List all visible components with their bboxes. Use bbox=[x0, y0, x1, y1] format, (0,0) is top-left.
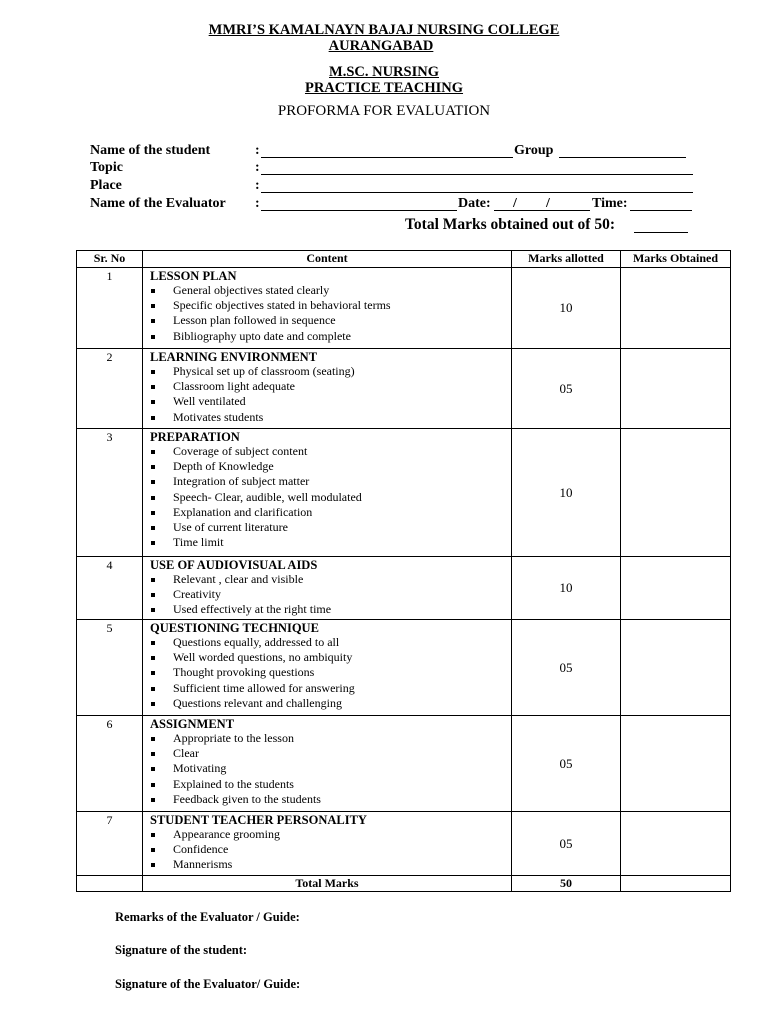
list-item: Use of current literature bbox=[150, 520, 511, 535]
topic-colon: : bbox=[255, 160, 260, 175]
content-cell bbox=[143, 557, 512, 620]
table-header-row bbox=[77, 251, 731, 268]
list-item: General objectives stated clearly bbox=[150, 283, 511, 298]
list-item: Well ventilated bbox=[150, 394, 511, 409]
marks-obtained-cell[interactable] bbox=[621, 268, 731, 349]
list-item: Physical set up of classroom (seating) bbox=[150, 364, 511, 379]
table-row bbox=[77, 557, 731, 620]
table-row bbox=[77, 716, 731, 812]
marks-allotted-cell: 05 bbox=[512, 349, 621, 429]
place-label: Place bbox=[90, 178, 122, 193]
evaluator-name-label: Name of the Evaluator bbox=[90, 196, 226, 211]
criteria-list bbox=[150, 572, 511, 618]
list-item: Time limit bbox=[150, 535, 511, 550]
list-item: Classroom light adequate bbox=[150, 379, 511, 394]
criteria-list bbox=[150, 731, 511, 807]
evaluation-table bbox=[76, 250, 731, 892]
total-value-cell: 50 bbox=[512, 876, 621, 892]
form-title: PROFORMA FOR EVALUATION bbox=[277, 103, 491, 119]
marks-allotted-cell: 10 bbox=[512, 557, 621, 620]
criteria-list bbox=[150, 364, 511, 425]
content-cell bbox=[143, 429, 512, 557]
content-cell bbox=[143, 620, 512, 716]
marks-obtained-cell[interactable] bbox=[621, 349, 731, 429]
list-item: Motivating bbox=[150, 761, 511, 776]
time-label: Time: bbox=[592, 196, 628, 211]
total-empty-cell bbox=[77, 876, 143, 892]
subject-name: PRACTICE TEACHING bbox=[304, 80, 464, 96]
list-item: Well worded questions, no ambiquity bbox=[150, 650, 511, 665]
date-field[interactable] bbox=[494, 210, 590, 211]
list-item: Confidence bbox=[150, 842, 511, 857]
list-item: Questions equally, addressed to all bbox=[150, 635, 511, 650]
list-item: Lesson plan followed in sequence bbox=[150, 313, 511, 328]
section-title: ASSIGNMENT bbox=[150, 717, 235, 731]
content-cell bbox=[143, 268, 512, 349]
total-label-cell: Total Marks bbox=[143, 876, 512, 892]
college-city: AURANGABAD bbox=[328, 38, 434, 54]
sr-no-cell: 6 bbox=[77, 716, 143, 812]
section-title: STUDENT TEACHER PERSONALITY bbox=[150, 813, 367, 827]
table-row bbox=[77, 620, 731, 716]
table-row bbox=[77, 349, 731, 429]
marks-obtained-cell[interactable] bbox=[621, 429, 731, 557]
list-item: Feedback given to the students bbox=[150, 792, 511, 807]
list-item: Creativity bbox=[150, 587, 511, 602]
marks-allotted-cell: 05 bbox=[512, 716, 621, 812]
list-item: Specific objectives stated in behavioral terms bbox=[150, 298, 511, 313]
list-item: Used effectively at the right time bbox=[150, 602, 511, 617]
list-item: Explained to the students bbox=[150, 777, 511, 792]
list-item: Bibliography upto date and complete bbox=[150, 329, 511, 344]
marks-allotted-cell: 10 bbox=[512, 268, 621, 349]
student-name-colon: : bbox=[255, 143, 260, 158]
list-item: Motivates students bbox=[150, 410, 511, 425]
marks-obtained-cell[interactable] bbox=[621, 620, 731, 716]
list-item: Clear bbox=[150, 746, 511, 761]
content-cell bbox=[143, 716, 512, 812]
course-name: M.SC. NURSING bbox=[329, 64, 439, 80]
list-item: Mannerisms bbox=[150, 857, 511, 872]
sr-no-cell: 3 bbox=[77, 429, 143, 557]
place-colon: : bbox=[255, 178, 260, 193]
date-separator-2: / bbox=[546, 196, 550, 211]
list-item: Integration of subject matter bbox=[150, 474, 511, 489]
evaluator-name-colon: : bbox=[255, 196, 260, 211]
place-field[interactable] bbox=[261, 192, 693, 193]
marks-allotted-cell: 10 bbox=[512, 429, 621, 557]
student-signature-label: Signature of the student: bbox=[115, 943, 248, 957]
table-row bbox=[77, 429, 731, 557]
marks-obtained-cell[interactable] bbox=[621, 557, 731, 620]
student-name-field[interactable] bbox=[261, 157, 513, 158]
list-item: Depth of Knowledge bbox=[150, 459, 511, 474]
marks-allotted-cell: 05 bbox=[512, 620, 621, 716]
group-field[interactable] bbox=[559, 157, 686, 158]
content-cell bbox=[143, 349, 512, 429]
list-item: Sufficient time allowed for answering bbox=[150, 681, 511, 696]
college-name: MMRI’S KAMALNAYN BAJAJ NURSING COLLEGE bbox=[208, 22, 560, 38]
section-title: LESSON PLAN bbox=[150, 269, 237, 283]
sr-no-cell: 4 bbox=[77, 557, 143, 620]
list-item: Relevant , clear and visible bbox=[150, 572, 511, 587]
content-cell bbox=[143, 812, 512, 876]
list-item: Thought provoking questions bbox=[150, 665, 511, 680]
group-label: Group bbox=[514, 143, 554, 158]
section-title: LEARNING ENVIRONMENT bbox=[150, 350, 318, 364]
list-item: Coverage of subject content bbox=[150, 444, 511, 459]
sr-no-cell: 7 bbox=[77, 812, 143, 876]
table-row bbox=[77, 268, 731, 349]
sr-no-cell: 1 bbox=[77, 268, 143, 349]
total-marks-obtained-field[interactable] bbox=[634, 232, 688, 233]
list-item: Appropriate to the lesson bbox=[150, 731, 511, 746]
marks-obtained-cell[interactable] bbox=[621, 812, 731, 876]
total-obtained-cell[interactable] bbox=[621, 876, 731, 892]
date-separator-1: / bbox=[513, 196, 517, 211]
section-title: PREPARATION bbox=[150, 430, 240, 444]
list-item: Appearance grooming bbox=[150, 827, 511, 842]
list-item: Questions relevant and challenging bbox=[150, 696, 511, 711]
topic-label: Topic bbox=[90, 160, 123, 175]
section-title: QUESTIONING TECHNIQUE bbox=[150, 621, 319, 635]
marks-obtained-cell[interactable] bbox=[621, 716, 731, 812]
topic-field[interactable] bbox=[261, 174, 693, 175]
header-marks-allotted: Marks allotted bbox=[512, 251, 621, 268]
total-row bbox=[77, 876, 731, 892]
student-name-label: Name of the student bbox=[90, 143, 211, 158]
evaluator-signature-label: Signature of the Evaluator/ Guide: bbox=[115, 977, 301, 991]
list-item: Explanation and clarification bbox=[150, 505, 511, 520]
list-item: Speech- Clear, audible, well modulated bbox=[150, 490, 511, 505]
criteria-list bbox=[150, 283, 511, 344]
table-row bbox=[77, 812, 731, 876]
header-marks-obtained: Marks Obtained bbox=[621, 251, 731, 268]
sr-no-cell: 2 bbox=[77, 349, 143, 429]
date-label: Date: bbox=[458, 196, 491, 211]
section-title: USE OF AUDIOVISUAL AIDS bbox=[150, 558, 318, 572]
criteria-list bbox=[150, 635, 511, 711]
header-content: Content bbox=[143, 251, 512, 268]
criteria-list bbox=[150, 827, 511, 873]
header-sr-no: Sr. No bbox=[77, 251, 143, 268]
sr-no-cell: 5 bbox=[77, 620, 143, 716]
time-field[interactable] bbox=[630, 210, 692, 211]
total-marks-obtained-label: Total Marks obtained out of 50: bbox=[405, 216, 615, 233]
remarks-label: Remarks of the Evaluator / Guide: bbox=[115, 910, 300, 924]
evaluator-name-field[interactable] bbox=[261, 210, 457, 211]
criteria-list bbox=[150, 444, 511, 550]
marks-allotted-cell: 05 bbox=[512, 812, 621, 876]
